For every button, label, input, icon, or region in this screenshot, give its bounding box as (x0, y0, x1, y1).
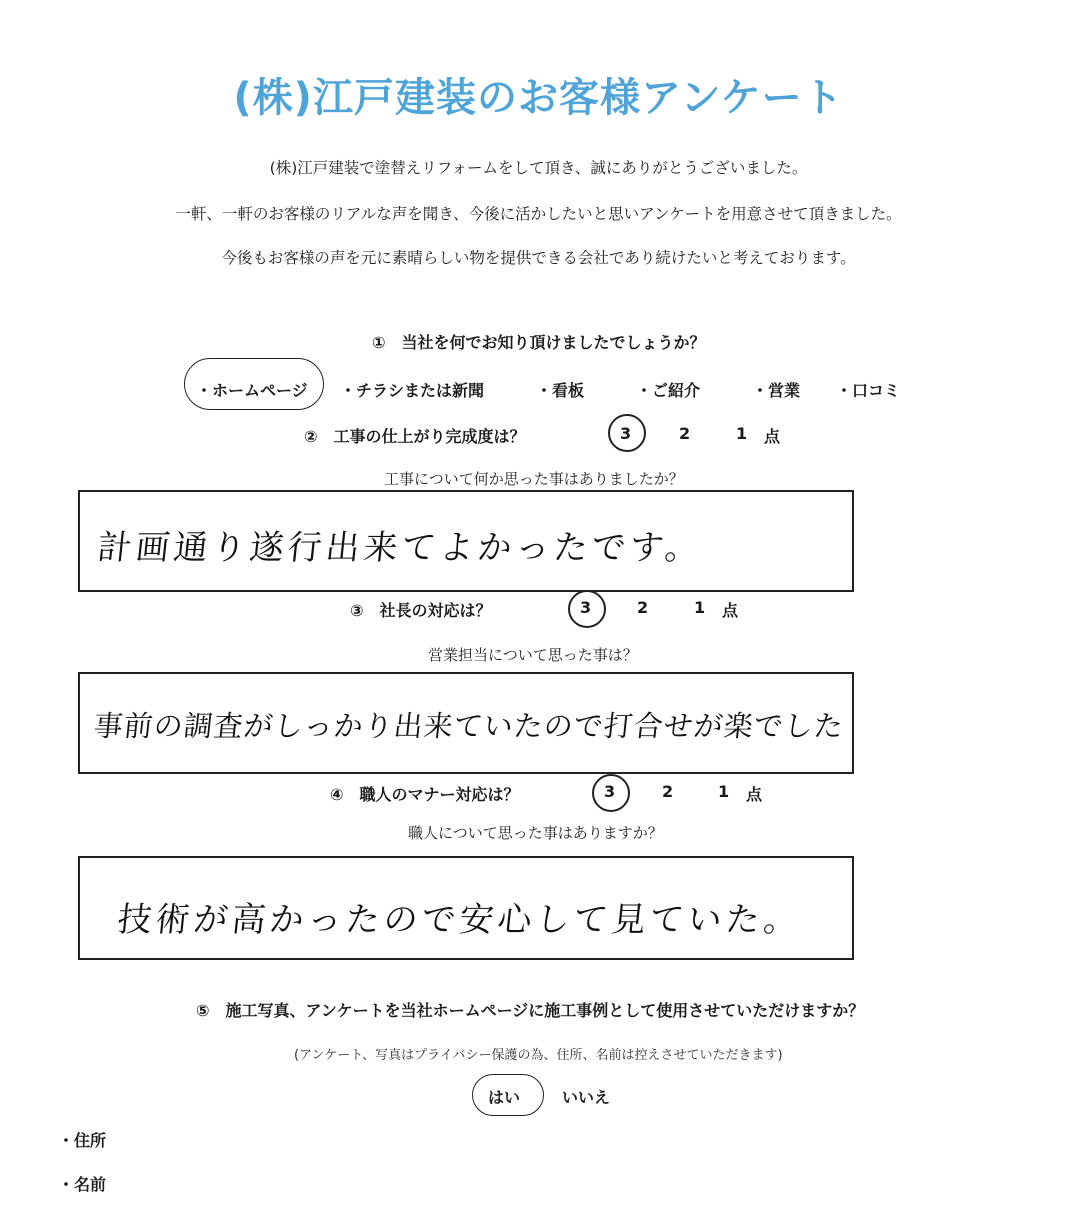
q3-sub-label: 営業担当について思った事は？ (428, 646, 638, 664)
question-1-label: ① 当社を何でお知り頂けましたでしょうか？ (372, 333, 706, 352)
q4-answer-box[interactable] (78, 856, 854, 960)
q1-option-homepage[interactable]: ・ホームページ (196, 381, 308, 400)
q1-option-sales[interactable]: ・営業 (752, 381, 801, 400)
q4-sub-label: 職人について思った事はありますか？ (408, 824, 663, 842)
q5-privacy-note: (アンケート、写真はプライバシー保護の為、住所、名前は控えさせていただきます) (294, 1048, 783, 1063)
q2-score-3[interactable]: 3 (620, 424, 632, 443)
q4-score-1[interactable]: 1 (718, 782, 730, 801)
q2-answer-box[interactable] (78, 490, 854, 592)
question-4-label: ④ 職人のマナー対応は？ (330, 785, 520, 804)
q3-score-1[interactable]: 1 (694, 598, 706, 617)
q3-answer-text: 事前の調査がしっかり出来ていたので打合せが楽でした (92, 709, 846, 743)
question-5-label: ⑤ 施工写真、アンケートを当社ホームページに施工事例として使用させていただけますか？ (196, 1001, 865, 1020)
q5-no-option[interactable]: いいえ (562, 1088, 611, 1107)
address-label: ・住所 (58, 1131, 107, 1150)
q4-unit: 点 (746, 785, 763, 804)
q3-answer-box[interactable] (78, 672, 854, 774)
q1-option-flyer[interactable]: ・チラシまたは新聞 (340, 381, 485, 400)
q2-answer-text: 計画通り遂行出来てよかったです。 (95, 528, 706, 568)
q1-option-signboard[interactable]: ・看板 (536, 381, 585, 400)
q1-option-referral[interactable]: ・ご紹介 (636, 381, 701, 400)
q3-score-2[interactable]: 2 (637, 598, 649, 617)
q5-yes-option[interactable]: はい (488, 1088, 521, 1107)
question-3-label: ③ 社長の対応は？ (350, 601, 492, 620)
q1-option-word-of-mouth[interactable]: ・口コミ (836, 381, 901, 400)
intro-line-2: 一軒、一軒のお客様のリアルな声を聞き、今後に活かしたいと思いアンケートを用意させて頂きました。 (175, 205, 902, 223)
page-title: (株)江戸建装のお客様アンケート (233, 75, 844, 121)
q2-score-2[interactable]: 2 (679, 424, 691, 443)
q2-sub-label: 工事について何か思った事はありましたか？ (384, 470, 684, 488)
name-label: ・名前 (58, 1175, 107, 1194)
q2-score-1[interactable]: 1 (736, 424, 748, 443)
q3-score-3[interactable]: 3 (580, 598, 592, 617)
intro-line-1: (株)江戸建装で塗替えリフォームをして頂き、誠にありがとうございました。 (269, 159, 808, 177)
q3-unit: 点 (722, 601, 739, 620)
q2-unit: 点 (764, 427, 781, 446)
question-2-label: ② 工事の仕上がり完成度は？ (304, 427, 526, 446)
q4-score-3[interactable]: 3 (604, 782, 616, 801)
intro-line-3: 今後もお客様の声を元に素晴らしい物を提供できる会社であり続けたいと考えております。 (221, 249, 856, 267)
q4-answer-text: 技術が高かったので安心して見ていた。 (115, 900, 804, 940)
q4-score-2[interactable]: 2 (662, 782, 674, 801)
